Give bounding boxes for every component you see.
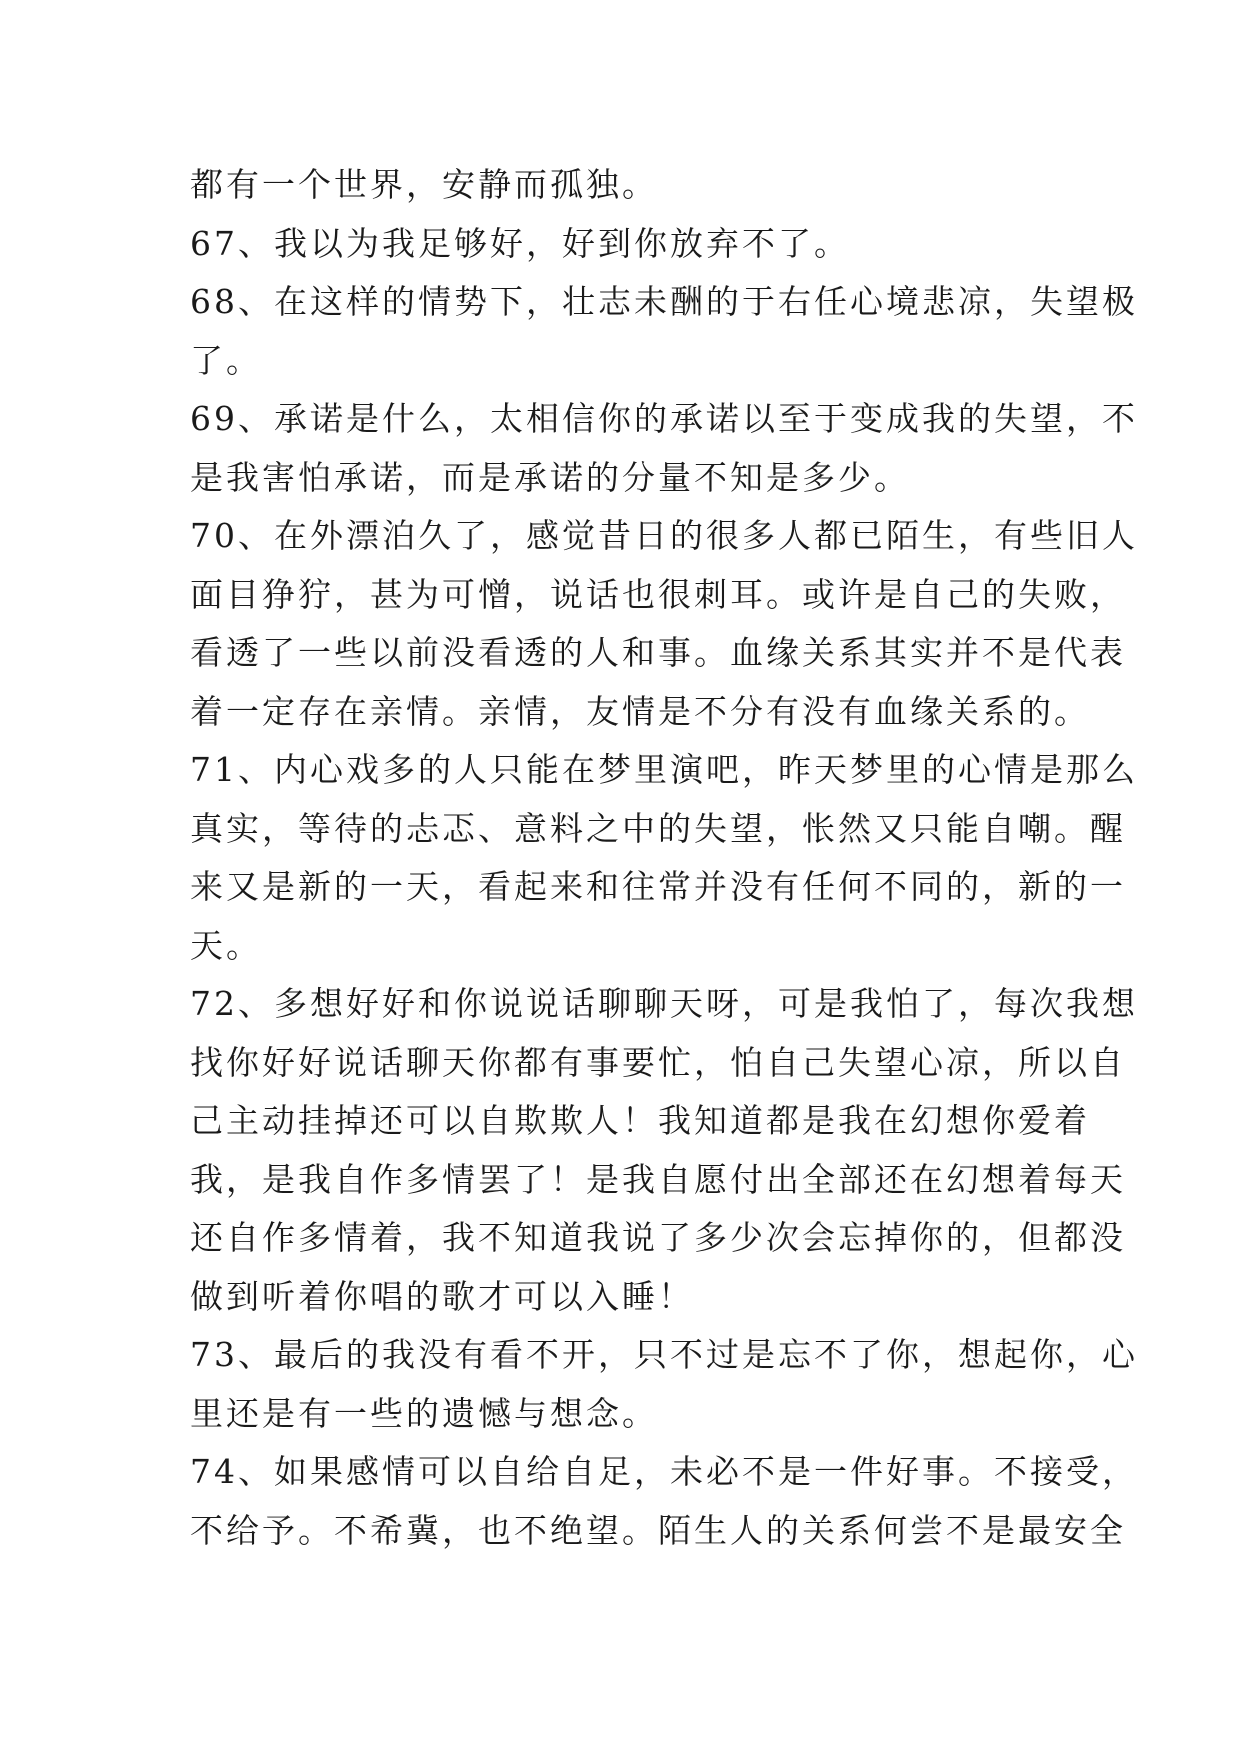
body-text	[190, 156, 1138, 1560]
text-line: 不给予。不希冀，也不绝望。陌生人的关系何尝不是最安全	[190, 1510, 1126, 1550]
text-line: 做到听着你唱的歌才可以入睡！	[190, 1276, 694, 1316]
text-line: 面目狰狞，甚为可憎，说话也很刺耳。或许是自己的失败，	[190, 574, 1126, 614]
text-line: 是我害怕承诺，而是承诺的分量不知是多少。	[190, 457, 910, 497]
text-line: 71、内心戏多的人只能在梦里演吧，昨天梦里的心情是那么	[190, 750, 1138, 789]
text-line: 着一定存在亲情。亲情，友情是不分有没有血缘关系的。	[190, 691, 1090, 731]
text-line: 里还是有一些的遗憾与想念。	[190, 1393, 658, 1433]
text-line: 67、我以为我足够好，好到你放弃不了。	[190, 223, 850, 263]
text-line: 天。	[190, 925, 262, 965]
text-line: 70、在外漂泊久了，感觉昔日的很多人都已陌生，有些旧人	[190, 516, 1138, 555]
text-line: 68、在这样的情势下，壮志未酬的于右任心境悲凉，失望极	[190, 282, 1138, 321]
text-line: 73、最后的我没有看不开，只不过是忘不了你，想起你，心	[190, 1335, 1138, 1374]
text-line: 72、多想好好和你说说话聊聊天呀，可是我怕了，每次我想	[190, 984, 1138, 1023]
text-line: 找你好好说话聊天你都有事要忙，怕自己失望心凉，所以自	[190, 1042, 1126, 1082]
text-line: 来又是新的一天，看起来和往常并没有任何不同的，新的一	[190, 867, 1126, 906]
text-line: 69、承诺是什么，太相信你的承诺以至于变成我的失望，不	[190, 399, 1138, 438]
text-line: 看透了一些以前没看透的人和事。血缘关系其实并不是代表	[190, 633, 1126, 672]
text-line: 都有一个世界，安静而孤独。	[190, 165, 658, 204]
text-line: 己主动挂掉还可以自欺欺人！我知道都是我在幻想你爱着	[190, 1101, 1090, 1140]
text-line: 真实，等待的忐忑、意料之中的失望，怅然又只能自嘲。醒	[190, 808, 1126, 848]
text-line: 我，是我自作多情罢了！是我自愿付出全部还在幻想着每天	[190, 1159, 1126, 1199]
text-line: 了。	[190, 340, 262, 380]
text-line: 74、如果感情可以自给自足，未必不是一件好事。不接受，	[190, 1452, 1138, 1491]
text-line: 还自作多情着，我不知道我说了多少次会忘掉你的，但都没	[190, 1218, 1126, 1257]
